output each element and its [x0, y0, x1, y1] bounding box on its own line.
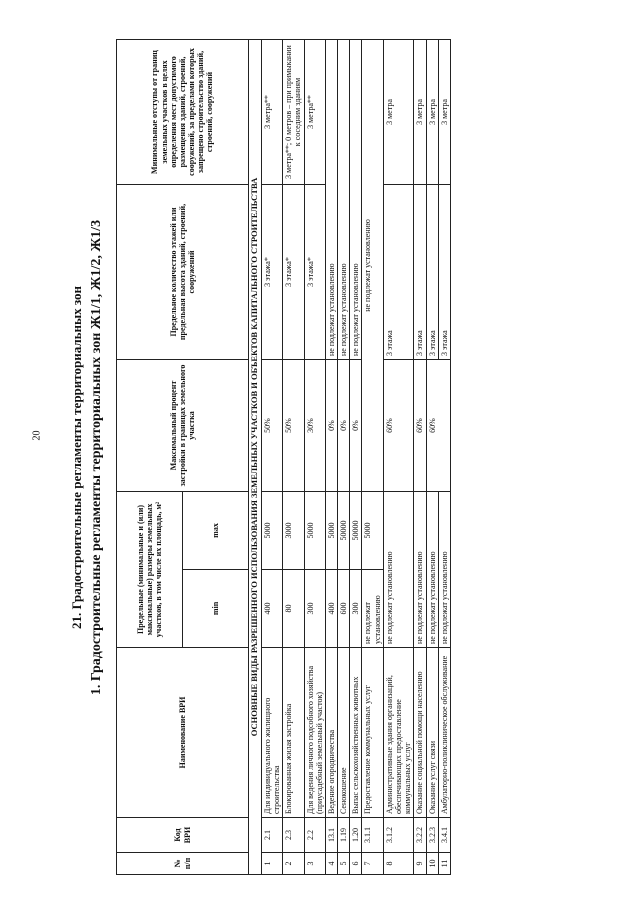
header-code: Код ВРИ: [117, 818, 249, 853]
cell-min: 80: [283, 570, 304, 648]
cell-max: 50000: [350, 492, 362, 570]
cell-floors: 3 этажа*: [304, 185, 325, 360]
cell-name: Выпас сельскохозяйственных животных: [350, 648, 362, 818]
cell-name: Амбулаторно-поликлиническое обслуживание: [438, 648, 450, 818]
cell-floors-setback: не подлежат установлению: [338, 40, 350, 360]
cell-floors: 3 этажа: [426, 185, 438, 360]
cell-name: Для индивидуального жилищного строительства: [261, 648, 282, 818]
header-name: Наименование ВРИ: [117, 648, 249, 818]
cell-code: 2.1: [261, 818, 282, 853]
cell-code: 2.3: [283, 818, 304, 853]
cell-min: 400: [261, 570, 282, 648]
cell-min-max: не подлежат установлению: [426, 492, 438, 648]
cell-floors-setback: не подлежат установлению: [350, 40, 362, 360]
cell-setback: 3 метра**: [261, 40, 282, 185]
cell-name: Предоставление коммунальных услуг: [362, 648, 383, 818]
cell-floors: 3 этажа*: [283, 185, 304, 360]
table-row: [261, 40, 282, 875]
cell-max: 50000: [338, 492, 350, 570]
cell-percent: 50%: [261, 360, 282, 492]
cell-code: 3.1.2: [383, 818, 414, 853]
table-row: [283, 40, 304, 875]
header-num: № п/п: [117, 853, 249, 875]
cell-percent-floors-setback: не подлежат установлению: [362, 40, 383, 492]
cell-setback: 3 метра: [438, 40, 450, 185]
cell-setback: 3 метра: [414, 40, 426, 185]
cell-floors: 3 этажа: [383, 185, 414, 360]
cell-num: 7: [362, 853, 383, 875]
cell-percent: 0%: [325, 360, 337, 492]
cell-name: Для ведения личного подсобного хозяйства (приусадебный земельный участок): [304, 648, 325, 818]
cell-min: 600: [338, 570, 350, 648]
cell-floors: 3 этажа: [414, 185, 426, 360]
cell-percent: 60%: [383, 360, 414, 492]
cell-min: не подлежат установлению: [362, 570, 383, 648]
table-title: 1. Градостроительные регламенты территориальных зон Ж1/1, Ж1/2, Ж1/3: [89, 219, 104, 696]
section-title: ОСНОВНЫЕ ВИДЫ РАЗРЕШЕННОГО ИСПОЛЬЗОВАНИЯ ЗЕМЕЛЬНЫХ УЧАСТКОВ И ОБЪЕКТОВ КАПИТАЛЬНОГО СТРОИТЕЛЬСТВА: [249, 40, 262, 875]
cell-code: 2.2: [304, 818, 325, 853]
cell-setback: 3 метра**; 0 метров – при примыкании к соседним зданиям: [283, 40, 304, 185]
cell-setback: 3 метра**: [304, 40, 325, 185]
cell-name: Блокированная жилая застройка: [283, 648, 304, 818]
cell-percent: 0%: [350, 360, 362, 492]
cell-setback: 3 метра: [383, 40, 414, 185]
cell-min: 300: [350, 570, 362, 648]
cell-code: 1.19: [338, 818, 350, 853]
cell-max: 3000: [283, 492, 304, 570]
cell-percent: 30%: [304, 360, 325, 492]
cell-num: 11: [438, 853, 450, 875]
cell-num: 1: [261, 853, 282, 875]
cell-percent: 60%: [426, 360, 450, 492]
table-row: [325, 40, 337, 875]
cell-percent: 0%: [338, 360, 350, 492]
table-row: [383, 40, 414, 875]
cell-name: Оказание услуг связи: [426, 648, 438, 818]
table-row: [362, 40, 383, 875]
cell-num: 8: [383, 853, 414, 875]
cell-min: 400: [325, 570, 337, 648]
cell-num: 3: [304, 853, 325, 875]
cell-code: 3.4.1: [438, 818, 450, 853]
header-size: Предельные (минимальные и (или) максимальные) размеры земельных участков, в том числе их площадь, м²: [117, 492, 183, 648]
header-percent: Максимальный процент застройки в границах земельного участка: [117, 360, 249, 492]
cell-num: 2: [283, 853, 304, 875]
table-row: [426, 40, 438, 875]
cell-num: 5: [338, 853, 350, 875]
cell-min: 300: [304, 570, 325, 648]
cell-name: Сенокошение: [338, 648, 350, 818]
cell-code: 13.1: [325, 818, 337, 853]
cell-max: 5000: [325, 492, 337, 570]
cell-floors-setback: не подлежат установлению: [325, 40, 337, 360]
cell-min-max: не подлежат установлению: [383, 492, 414, 648]
cell-code: 3.1.1: [362, 818, 383, 853]
cell-num: 9: [414, 853, 426, 875]
header-min: min: [183, 570, 249, 648]
header-max: max: [183, 492, 249, 570]
cell-code: 3.2.2: [414, 818, 426, 853]
cell-floors: 3 этажа*: [261, 185, 282, 360]
cell-percent: 60%: [414, 360, 426, 492]
cell-name: Оказание социальной помощи населению: [414, 648, 426, 818]
cell-name: Административные здания организаций, обеспечивающих предоставление коммунальных услуг: [383, 648, 414, 818]
cell-min-max: не подлежат установлению: [414, 492, 426, 648]
cell-floors: 3 этажа: [438, 185, 450, 360]
cell-num: 10: [426, 853, 438, 875]
table-row: [350, 40, 362, 875]
cell-max: 5000: [304, 492, 325, 570]
cell-max: 5000: [362, 492, 383, 570]
cell-name: Ведение огородничества: [325, 648, 337, 818]
rotated-page-content: [68, 40, 578, 875]
table-row: [414, 40, 426, 875]
cell-code: 3.2.3: [426, 818, 438, 853]
cell-num: 4: [325, 853, 337, 875]
cell-percent: 50%: [283, 360, 304, 492]
cell-setback: 3 метра: [426, 40, 438, 185]
table-row: [304, 40, 325, 875]
cell-code: 1.20: [350, 818, 362, 853]
header-floors: Предельное количество этажей или предельная высота зданий, строений, сооружений: [117, 185, 249, 360]
header-setback: Минимальные отступы от границ земельных участков в целях определения мест допустимого размещения зданий, строений, сооружений, за пределами которых запрещено строительство зданий, строений, сооружений: [117, 40, 249, 185]
cell-max: 5000: [261, 492, 282, 570]
document-title: 21. Градостроительные регламенты территориальных зон: [69, 285, 84, 630]
regulations-table: [116, 39, 451, 875]
cell-num: 6: [350, 853, 362, 875]
page-number: 20: [31, 430, 43, 441]
cell-min-max: не подлежат установлению: [438, 492, 450, 648]
table-row: [338, 40, 350, 875]
